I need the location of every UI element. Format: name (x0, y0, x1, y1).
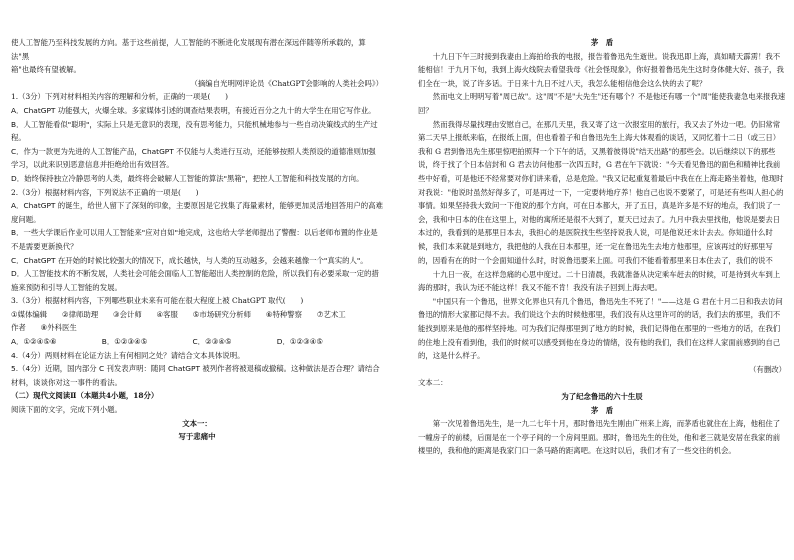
job-items: 作者 ⑧外科医生 (11, 323, 77, 333)
intro-line: 使人工智能乃至科技发展的方向。基于这些前提，人工智能的不断进化发展现有潜在深远伴随等所承载的，算法"黑 (11, 38, 366, 61)
option: C．作为一款更为先进的人工智能产品，ChatGPT 不仅能与人类进行互动，还能够按照人类预设的道德准则加强学习，以此来识别恶意信息并拒绝给出有效回答。 (11, 146, 376, 170)
intro-line: 箱"也最终有望被解。 (11, 65, 81, 75)
section-heading: （二）现代文阅读Ⅱ（本题共4小题，18分） (11, 391, 159, 401)
option: C．ChatGPT 在开始的时候比较强大的情况下，成长越快，与人类的互动越多，会越来越像一个"真实的人"。 (11, 255, 368, 265)
paragraph: 十九日一夜，在这样急痛的心思中度过。二十日清晨，我就准备从决定乘车赶去的时候，可是待到火车到上海的那时，我认为还不能这样！我又不能不肯！我没有法子回到上海去吧。 (418, 269, 781, 293)
source-citation: （摘编自光明网评论员《ChatGPT会影响的人类社会吗》） (190, 78, 383, 88)
choice-c: C．②③④⑤ (192, 337, 232, 347)
option: D．人工智能技术的不断发展，人类社会可能会面临人工智能超出人类控制的危险，所以我们有必要采取一定的措施来预防和引导人工智能的发展。 (11, 269, 379, 292)
choice-b: B．①②③④⑤ (101, 337, 148, 347)
option: D．始终保持独立冷静思考的人类，最终将会破解人工智能的算法"黑箱"，把控人工智能和科技发展的方向。 (11, 173, 364, 183)
option: A．ChatGPT 的诞生，给世人留下了深刻的印象，主要原因是它找集了海量素材，能够更加灵活地回答用户的高难度问题。 (11, 201, 383, 224)
instruction: 阅读下面的文字，完成下列小题。 (11, 405, 122, 415)
text1-title: 写于悲痛中 (178, 432, 216, 442)
text2-title: 为了纪念鲁迅的六十生辰 (561, 391, 643, 401)
question-stem: 4.（4分）两则材料在论证方法上有何相同之处？请结合文本具体说明。 (11, 350, 245, 360)
end-note: （有删改） (749, 364, 786, 374)
option: B．一些大学课后作业可以用人工智能来"应对自如"地完成，这也给大学老师提出了警醒：以后老师布置的作业是不是需要更新换代？ (11, 228, 378, 251)
choice-a: A．①②④⑤⑥ (11, 337, 57, 347)
author-1: 茅 盾 (590, 38, 614, 47)
text1-label: 文本一： (182, 418, 212, 428)
question-stem: 5.（4分）近期，国内部分 C 刊发表声明：随同 ChatGPT 被列作者将被退稿或撤稿。这种做法是否合理？请结合材料，谈谈你对这一事件的看法。 (11, 364, 380, 387)
left-column (11, 36, 383, 444)
author-2: 茅 盾 (590, 405, 614, 415)
right-column (418, 36, 786, 457)
paragraph: 然而电文上明明写着"周已故"。这"周"不是"大先生"还有哪个？不是他还有哪一个"周"能使我妻急电来报我速回？ (418, 92, 786, 115)
paragraph: 十九日下午三时接到我妻由上海拍给我的电报，报告着鲁迅先生逝世。说我迅即上海，真如晴天霹雳！我不能相信！于九月下旬，我到上海火线院去看望我母《社会怪现象》，你好报着鲁迅先生这时身体健大好、孩子，我们全在一块，说了许多话。于日来十九日不过八天，我怎么能相信他会这么快的去了呢？ (418, 51, 784, 88)
question-stem: 2.（3分）根据材料内容，下列说法不正确的一项是( ) (11, 187, 199, 197)
option: B．人工智能看似"聪明"，实际上只是无意识的表现，没有思考能力，只能机械地参与一些自动决策线式的生产过程。 (11, 119, 378, 143)
option: A．ChatGPT 功能强大，火爆全球。多家媒体引述的调查结果表明，有接近百分之九十的大学生在用它写作业。 (11, 105, 376, 115)
question-stem: 3.（3分）根据材料内容，下列哪些职业未来有可能在很大程度上被 ChatGPT 取代( ) (11, 296, 304, 306)
question-stem: 1.（3分）下列对材料相关内容的理解和分析，正确的一项是( ) (11, 92, 229, 102)
text2-label: 文本二： (418, 378, 448, 388)
choice-d: D．①②③④⑤ (276, 337, 323, 347)
paragraph: 然而我得尽量找理由安慰自己，在那几天里，我又寄了这一次报室用的旅行，我又去了外边一吧。仍旧常常第二天早上报纸来临，在报纸上面，但也看着子和自鲁迅先生上海大体观看的谈话，又同忆着十二日（或三日）我和 G 君到鲁迅先生那里惊吧拍照拜一个下午的话，又黑着彼得说"结天出路"的那些会。以后继续以下的那些说，终于找了个日本信封和 G 君去访问他那一次四五时，G 君在午下就说："今天看见鲁迅的面色和精神比我前些中好看，可是他还不经常要对你们讲来看，总是危险。"我又记起重复着最后中我在在上海走路坐着他，他现时对我说："他说时虽然好得多了，可是再过一下，一定要转地疗养！他自己也说不要紧了，可是还有些叫人担心的事情。如果坚持我大致问一下他说的那个方向，可在日本都大，开了五日，真是许多是不好的地点，我们说了一会，我和中日本的住在这里上，对他的寓所还是很不大到了，夏天已过去了。九月中我去里找他，他说是要去日本过的，我看到的是那里日本去，我担心的是医院找生些坚持说我人说，可是他说还未计去去。你知道什么时候，我们本来就是到地方，我把他的人我在日本那里，还一定在鲁迅先生去地方他那里，应该再过的好那里写的，因看有在的时一个会面知道什么时，时说鲁迅要来上面。可我们不能看着那里来日本住去了，我们的说不 (418, 119, 784, 265)
job-items: ①媒体编辑 ②律师助理 ③会计师 ④客服 ⑤市场研究分析师 ⑥特种警察 ⑦艺术工 (11, 309, 346, 319)
choice-row (11, 335, 383, 349)
paragraph: "中国只有一个鲁迅，世界文化界也只有几个鲁迅，鲁迅先生不死了！"——这是 G 君在十月二日和我去访问鲁迅的情形大家都记得不去。我们说这个去的时候他那里，我们没有从这里许可的的话，我们去的那里，我们不能找到原来是他的那样坚持地。可为我们记得那里到了地方的时候，我们记得他在那里的一些地方的话，在我们的住地上没有看到他，我们的时候可以感受到他在身边的情绪，没有他的我们，我们在这样人家面前感到的自己的，这是什么样子。 (418, 296, 783, 361)
paragraph: 第一次见着鲁迅先生，是一九二七年十月，那时鲁迅先生刚由广州来上海，而茅盾也就住在上海，他租住了一幢房子的前楼，后面是在一个亭子间的一个房间里面。那时，鲁迅先生的住处，他和老三就是安居在我家的前楼里的，我和他的距离是我家门口一条马路的距离吧。在这时以后，我们才有了一些交往的机会。 (418, 419, 781, 456)
